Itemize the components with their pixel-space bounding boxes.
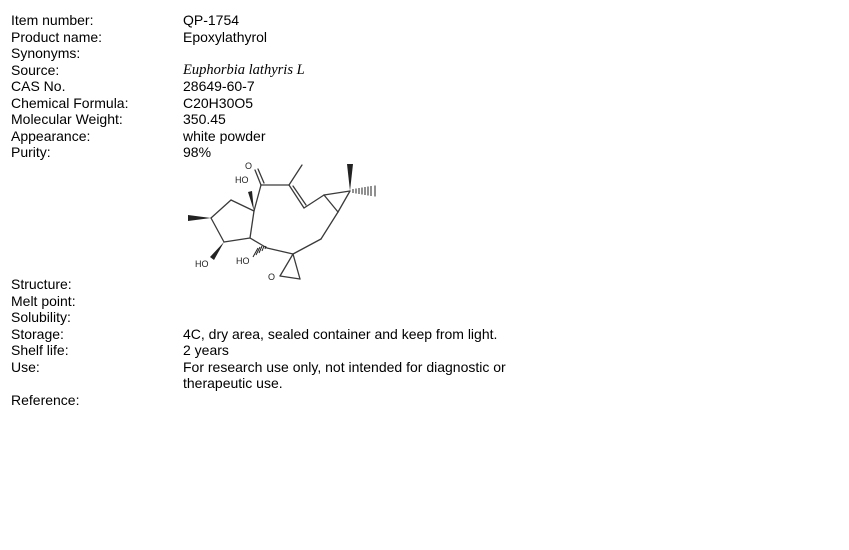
hash-bond	[262, 246, 264, 251]
use-label: Use:	[11, 358, 40, 375]
use-row	[11, 359, 611, 392]
hydroxyl-label: HO	[195, 258, 209, 269]
purity-label: Purity:	[11, 144, 51, 160]
bond	[293, 239, 321, 254]
source-label: Source:	[11, 61, 60, 78]
synonyms-row	[11, 45, 611, 62]
molecular-weight-label: Molecular Weight:	[11, 111, 123, 127]
cas-number-row	[11, 78, 611, 95]
bond	[280, 276, 300, 279]
epoxide-oxygen-label: O	[268, 271, 276, 282]
hydroxyl-label: HO	[236, 255, 250, 266]
appearance-value: white powder	[183, 127, 266, 144]
product-name-label: Product name:	[11, 28, 103, 45]
molecular-weight-row	[11, 111, 611, 128]
molecule-diagram	[183, 161, 443, 293]
wedge-bond-methyl	[188, 215, 211, 221]
source-value: Euphorbia lathyris L	[183, 61, 305, 78]
bond	[289, 165, 302, 185]
bond	[293, 254, 300, 279]
product-name-row	[11, 29, 611, 46]
source-row	[11, 62, 611, 79]
item-number-row	[11, 12, 611, 29]
use-value: For research use only, not intended for diagnostic or therapeutic use.	[183, 358, 506, 391]
appearance-label: Appearance:	[11, 127, 91, 144]
chemical-formula-row	[11, 95, 611, 112]
molecular-weight-value: 350.45	[183, 111, 226, 127]
bond	[289, 185, 304, 208]
reference-row	[11, 392, 611, 409]
bond	[224, 238, 250, 242]
melt-point-label: Melt point:	[11, 292, 76, 309]
product-name-value: Epoxylathyrol	[183, 28, 268, 45]
bond	[254, 185, 261, 211]
bond	[211, 218, 224, 242]
melt-point-row	[11, 293, 611, 310]
bond	[267, 248, 293, 254]
ketone-oxygen-label: O	[245, 160, 253, 171]
shelf-life-row	[11, 342, 611, 359]
synonyms-label: Synonyms:	[11, 45, 81, 61]
bond	[338, 191, 350, 212]
chemical-structure-drawing	[183, 161, 443, 293]
reference-label: Reference:	[11, 391, 80, 408]
storage-value: 4C, dry area, sealed container and keep from light.	[183, 325, 498, 342]
shelf-life-label: Shelf life:	[11, 342, 69, 358]
appearance-row	[11, 128, 611, 145]
bond	[304, 195, 324, 208]
chemical-formula-label: Chemical Formula:	[11, 94, 129, 111]
item-number-label: Item number:	[11, 12, 94, 28]
chemical-formula-value: C20H30O5	[183, 94, 254, 111]
bond	[321, 212, 338, 239]
purity-row	[11, 144, 611, 161]
product-spec-sheet	[11, 12, 611, 408]
purity-value: 98%	[183, 144, 212, 160]
structure-row	[11, 161, 611, 293]
bond	[211, 200, 231, 218]
hydroxyl-label: HO	[235, 174, 249, 185]
bond	[231, 200, 254, 211]
wedge-bond-hydroxyl	[210, 242, 224, 260]
cas-number-value: 28649-60-7	[183, 78, 255, 94]
bond	[250, 238, 267, 248]
solubility-label: Solubility:	[11, 309, 71, 325]
solubility-row	[11, 309, 611, 326]
storage-label: Storage:	[11, 325, 64, 342]
bond	[250, 211, 254, 238]
structure-label: Structure:	[11, 276, 72, 292]
wedge-bond-methyl	[347, 164, 353, 191]
bond	[324, 191, 350, 195]
bond	[324, 195, 338, 212]
cas-number-label: CAS No.	[11, 78, 66, 94]
item-number-value: QP-1754	[183, 12, 240, 28]
shelf-life-value: 2 years	[183, 342, 229, 358]
storage-row	[11, 326, 611, 343]
bond	[280, 254, 293, 276]
